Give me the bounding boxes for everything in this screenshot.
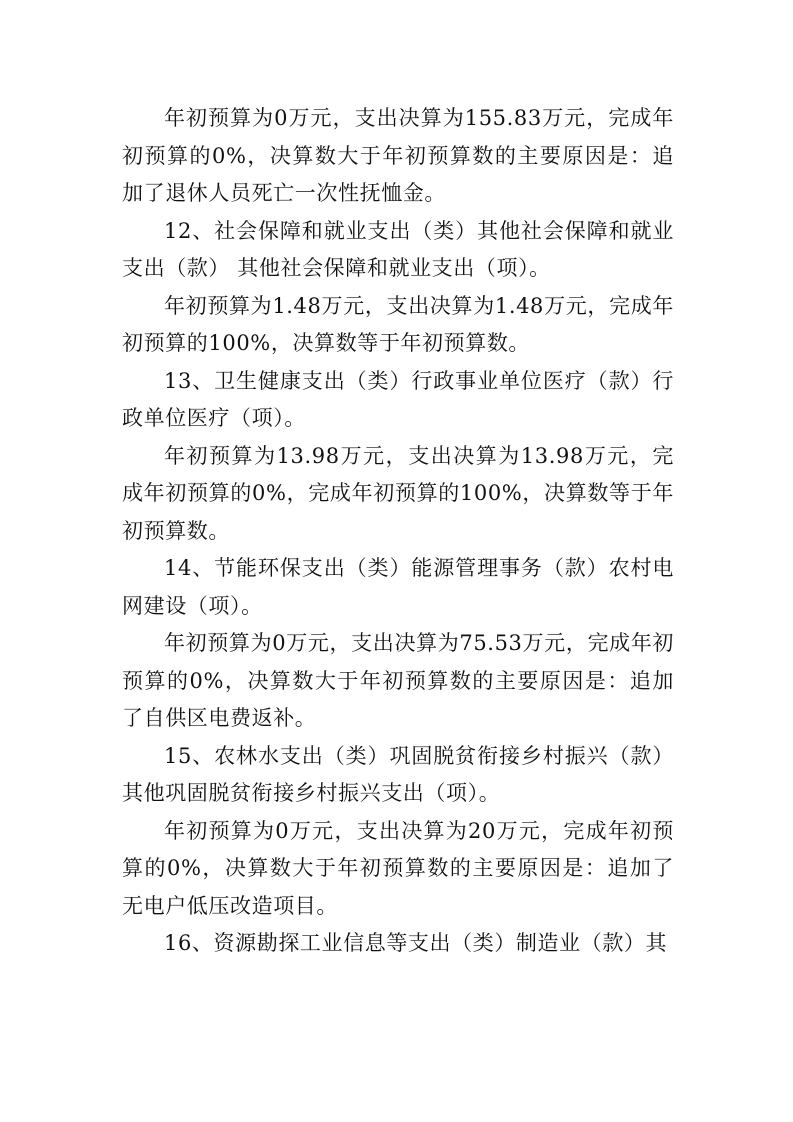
paragraph-item-12-heading: 12、社会保障和就业支出（类）其他社会保障和就业支出（款） 其他社会保障和就业支出（项）。 (122, 218, 674, 280)
paragraph-budget-power-grid: 年初预算为0万元，支出决算为75.53万元，完成年初预算的0%，决算数大于年初预算数的主要原因是：追加了自供区电费返补。 (122, 631, 674, 730)
paragraph-budget-medical: 年初预算为13.98万元，支出决算为13.98万元，完成年初预算的0%，完成年初预算的100%，决算数等于年初预算数。 (122, 443, 674, 543)
paragraph-item-15-heading: 15、农林水支出（类）巩固脱贫衔接乡村振兴（款）其他巩固脱贫衔接乡村振兴支出（项）。 (122, 743, 674, 805)
paragraph-budget-pension: 年初预算为0万元，支出决算为155.83万元，完成年初预算的0%，决算数大于年初预算数的主要原因是：追加了退休人员死亡一次性抚恤金。 (122, 106, 674, 205)
paragraph-budget-social-security: 年初预算为1.48万元，支出决算为1.48万元，完成年初预算的100%，决算数等于年初预算数。 (122, 293, 674, 355)
document-body (122, 100, 674, 963)
paragraph-item-16-heading: 16、资源勘探工业信息等支出（类）制造业（款）其 (164, 931, 668, 955)
paragraph-item-14-heading: 14、节能环保支出（类）能源管理事务（款）农村电网建设（项）。 (122, 556, 674, 618)
paragraph-item-13-heading: 13、卫生健康支出（类）行政事业单位医疗（款）行政单位医疗（项）。 (122, 368, 674, 430)
paragraph-budget-rural-revitalization: 年初预算为0万元，支出决算为20万元，完成年初预算的0%，决算数大于年初预算数的主要原因是：追加了无电户低压改造项目。 (122, 818, 674, 918)
